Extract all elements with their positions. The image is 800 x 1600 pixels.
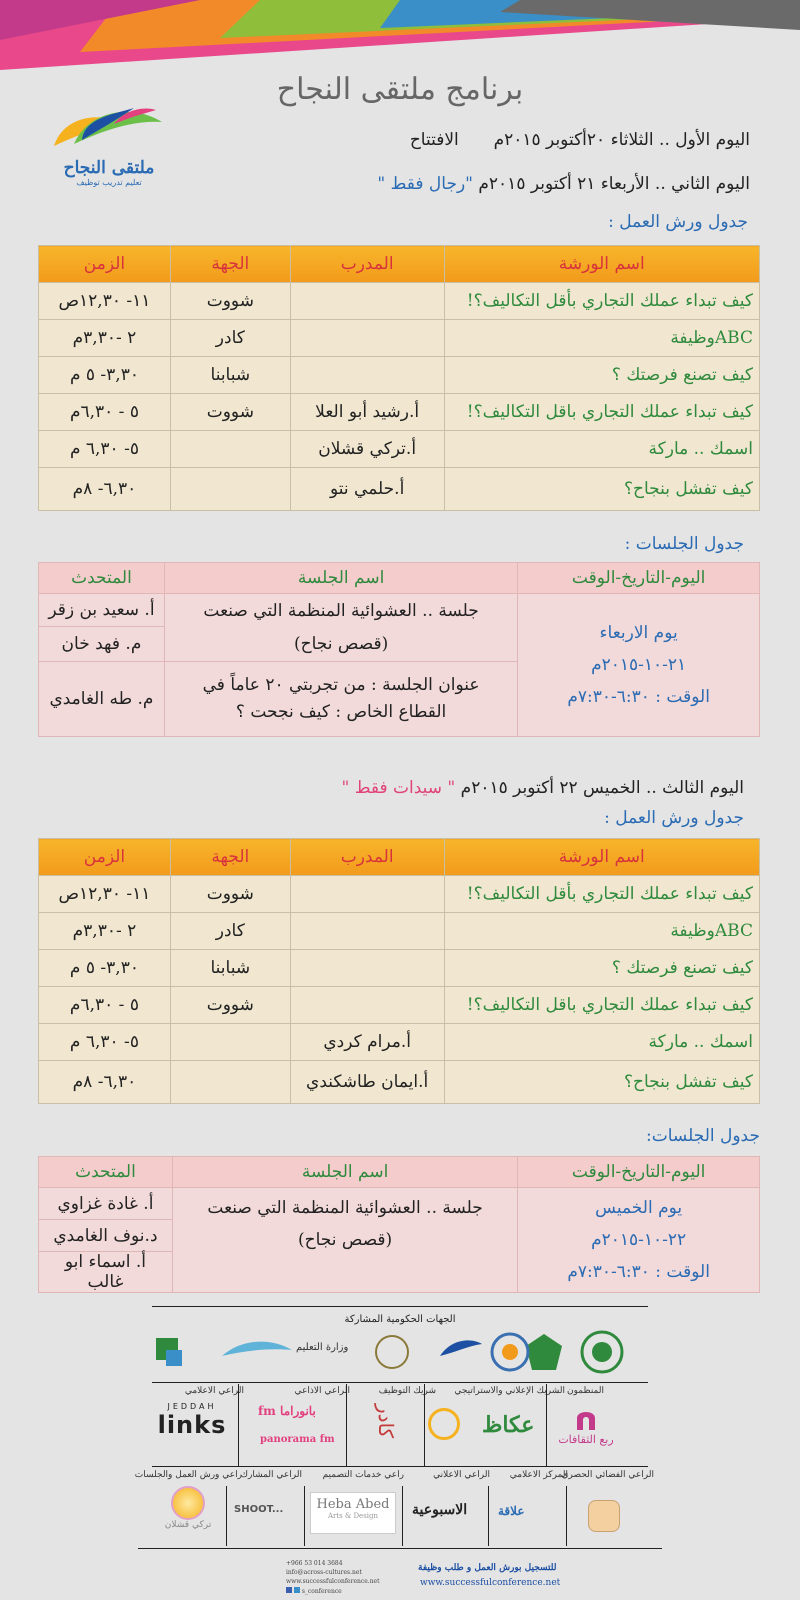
workshops-label-day2: جدول ورش العمل :: [608, 212, 748, 232]
session-speaker: م. طه الغامدي: [39, 662, 165, 737]
contact-social: [286, 1587, 342, 1595]
workshops-label-day3: جدول ورش العمل :: [604, 808, 744, 828]
table-row: [39, 357, 760, 394]
header-speaker: المتحدث: [39, 563, 165, 594]
workshop-name: كيف تبداء عملك التجاري باقل التكاليف؟!: [444, 394, 759, 431]
co-sponsor-label: الراعي المشارك: [240, 1470, 302, 1480]
day1-text: اليوم الأول .. الثلاثاء ٢٠أكتوبر ٢٠١٥م: [493, 130, 750, 150]
workshop-time: ٢ -٣,٣٠م: [39, 913, 171, 950]
session-day: يوم الاربعاء: [599, 622, 678, 643]
header-workshop-name: اسم الورشة: [444, 839, 759, 876]
workshop-time: ٥ - ٦,٣٠م: [39, 394, 171, 431]
ministry-logo-icon: [222, 1342, 292, 1356]
table-row: [39, 431, 760, 468]
workshop-trainer: [290, 876, 444, 913]
arabic-culture-name: ربع الثقافات: [558, 1433, 614, 1446]
workshop-org: شووت: [170, 876, 290, 913]
table-row: [39, 876, 760, 913]
chamber-logo-icon: [440, 1340, 482, 1356]
day2-text: اليوم الثاني .. الأربعاء ٢١ أكتوبر ٢٠١٥م: [478, 174, 750, 194]
okaz-logo: عكاظ: [482, 1412, 535, 1438]
twitter-icon: [294, 1587, 300, 1593]
divider: [238, 1384, 239, 1466]
ministry-name: وزارة التعليم: [296, 1342, 349, 1353]
radio-logo: بانوراما fm: [258, 1404, 316, 1418]
tv-sponsor-label: الراعي الفضائي الحصري: [561, 1470, 654, 1480]
gov-entities-title: الجهات الحكومية المشاركة: [344, 1314, 456, 1325]
employment-partner-label: شريك التوظيف: [378, 1386, 436, 1396]
workshop-org: شبابنا: [170, 357, 290, 394]
table-row: [39, 1024, 760, 1061]
heba-sub: Arts & Design: [327, 1512, 379, 1520]
header-org: الجهة: [170, 246, 290, 283]
workshop-name: كيف تصنع فرصتك ؟: [444, 357, 759, 394]
kader-logo: كادر: [374, 1404, 398, 1439]
table-row: [39, 987, 760, 1024]
workshop-trainer: [290, 283, 444, 320]
workshop-name: كيف تبداء عملك التجاري بأقل التكاليف؟!: [444, 283, 759, 320]
session-speaker: أ. غادة غزاوي: [39, 1188, 173, 1220]
workshop-name: كيف تبداء عملك التجاري بأقل التكاليف؟!: [444, 876, 759, 913]
day3-line: [342, 778, 745, 798]
logo-tagline: تعليم تدريب توظيف: [76, 178, 142, 187]
session-speaker: د.نوف الغامدي: [39, 1220, 173, 1252]
day2-note: "رجال فقط ": [377, 174, 473, 194]
sponsors-panel: [134, 1306, 662, 1552]
session-name-cell: [172, 1188, 517, 1293]
workshop-sponsor-label: راعي ورش العمل والجلسات: [134, 1470, 242, 1480]
workshop-org: [170, 1061, 290, 1104]
design-sponsor-label: راعي خدمات التصميم: [322, 1470, 404, 1480]
divider: [152, 1466, 648, 1467]
workshop-name: كيف تبداء عملك التجاري باقل التكاليف؟!: [444, 987, 759, 1024]
tv-logo-icon: [588, 1500, 620, 1532]
header-time: الزمن: [39, 246, 171, 283]
sessions-header-row: [39, 563, 760, 594]
workshop-org: [170, 431, 290, 468]
day2-line: [377, 174, 750, 194]
lightbulb-icon: [171, 1486, 205, 1520]
sessions-header-row: [39, 1157, 760, 1188]
day3-text: اليوم الثالث .. الخميس ٢٢ أكتوبر ٢٠١٥م: [460, 778, 744, 798]
workshop-trainer: [290, 950, 444, 987]
website-link[interactable]: www.successfulconference.net: [420, 1578, 561, 1588]
heba-logo: [310, 1492, 396, 1534]
emblem-icon: [582, 1332, 622, 1372]
session-name-line: جلسة .. العشوائية المنظمة التي صنعت: [207, 1198, 483, 1218]
workshop-name: اسمك .. ماركة: [444, 1024, 759, 1061]
workshop-trainer: أ.حلمي نتو: [290, 468, 444, 511]
session-time: الوقت : ٦:٣٠-٧:٣٠م: [567, 687, 710, 708]
header-trainer: المدرب: [290, 246, 444, 283]
table-row: [39, 913, 760, 950]
table-row: [39, 283, 760, 320]
panorama-logo: panorama fm: [260, 1434, 335, 1445]
university-logo-icon: [526, 1334, 562, 1370]
workshop-time: ٦,٣٠- ٨م: [39, 468, 171, 511]
media-sponsor-label: الراعي الاعلامي: [184, 1386, 244, 1396]
workshop-trainer: [290, 357, 444, 394]
session-time: الوقت : ٦:٣٠-٧:٣٠م: [567, 1262, 710, 1283]
usbouia-logo: الاسبوعية: [412, 1502, 468, 1518]
session-date: ٢١-١٠-٢٠١٥م: [591, 654, 687, 675]
divider: [304, 1486, 305, 1546]
workshop-time: ٥- ٦,٣٠ م: [39, 431, 171, 468]
divider: [152, 1306, 648, 1307]
top-banner: [0, 0, 800, 75]
header-workshop-name: اسم الورشة: [444, 246, 759, 283]
turki-name: تركي قشلان: [164, 1520, 212, 1530]
arabic-culture-logo: [556, 1408, 616, 1446]
session-name-cell: [164, 594, 517, 662]
header-time: الزمن: [39, 839, 171, 876]
session-name-line: القطاع الخاص : كيف نجحت ؟: [235, 702, 447, 722]
divider: [402, 1486, 403, 1546]
header-session-name: اسم الجلسة: [172, 1157, 517, 1188]
workshop-time: ١١- ١٢,٣٠ص: [39, 876, 171, 913]
workshop-name: كيف تصنع فرصتك ؟: [444, 950, 759, 987]
logo-name: ملتقى النجاح: [63, 158, 155, 178]
workshops-table-day3: [38, 838, 760, 1104]
workshops-header-row: [39, 839, 760, 876]
workshops-table-day2: [38, 245, 760, 511]
workshop-time: ٦,٣٠- ٨م: [39, 1061, 171, 1104]
session-speaker: أ. سعيد بن زقر: [39, 594, 165, 627]
logo-ribbons-icon: [44, 104, 174, 160]
contact-phone: +966 53 014 3684: [286, 1560, 343, 1567]
sessions-table-day3: [38, 1156, 760, 1293]
header-speaker: المتحدث: [39, 1157, 173, 1188]
workshop-org: شووت: [170, 987, 290, 1024]
ain-icon: [428, 1408, 460, 1440]
sessions-label-day3: جدول الجلسات:: [646, 1126, 760, 1146]
workshops-header-row: [39, 246, 760, 283]
session-speaker: م. فهد خان: [39, 627, 165, 662]
table-row: [39, 950, 760, 987]
table-row: [39, 1188, 760, 1220]
divider: [424, 1384, 425, 1466]
media-partner-label: الشريك الإعلاني والاستراتيجي: [454, 1386, 565, 1396]
contact-email: info@across-cultures.net: [286, 1569, 362, 1576]
table-row: [39, 320, 760, 357]
workshop-trainer: [290, 987, 444, 1024]
workshop-trainer: أ.ايمان طاشكندي: [290, 1061, 444, 1104]
workshop-org: [170, 1024, 290, 1061]
social-handle: s_conference: [301, 1588, 342, 1595]
session-day-cell: [518, 1188, 760, 1293]
workshop-org: شبابنا: [170, 950, 290, 987]
workshop-time: ٥- ٦,٣٠ م: [39, 1024, 171, 1061]
arch-icon: [575, 1408, 597, 1430]
day3-note: " سيدات فقط ": [341, 778, 456, 798]
workshop-name: كيف تفشل بنجاح؟: [444, 1061, 759, 1104]
workshop-name: اسمك .. ماركة: [444, 431, 759, 468]
table-row: [39, 1061, 760, 1104]
header-trainer: المدرب: [290, 839, 444, 876]
crest-icon: [376, 1336, 408, 1368]
workshop-org: كادر: [170, 320, 290, 357]
session-day-cell: [518, 594, 760, 737]
divider: [346, 1384, 347, 1466]
gear-icon: [156, 1338, 182, 1366]
session-name-line: جلسة .. العشوائية المنظمة التي صنعت: [203, 601, 479, 622]
workshop-org: [170, 468, 290, 511]
header-day-date-time: اليوم-التاريخ-الوقت: [518, 1157, 760, 1188]
contact-web: www.successfulconference.net: [286, 1578, 380, 1585]
session-speaker: أ. اسماء ابو غالب: [39, 1252, 173, 1293]
divider: [226, 1486, 227, 1546]
media-center-label: المركز الاعلامي: [509, 1470, 568, 1480]
session-name-line: عنوان الجلسة : من تجربتي ٢٠ عاماً في: [202, 674, 480, 695]
alagah-logo: علاقة: [498, 1504, 525, 1518]
workshop-org: شووت: [170, 283, 290, 320]
workshop-time: ٢ -٣,٣٠م: [39, 320, 171, 357]
turki-logo: [162, 1486, 214, 1530]
page-title: برنامج ملتقى النجاح: [276, 72, 524, 107]
table-row: [39, 468, 760, 511]
workshop-org: كادر: [170, 913, 290, 950]
table-row: [39, 594, 760, 627]
header-session-name: اسم الجلسة: [164, 563, 517, 594]
divider: [138, 1548, 662, 1549]
workshop-trainer: [290, 320, 444, 357]
session-name-line: (قصص نجاح): [297, 1230, 393, 1251]
links-name: links: [157, 1411, 227, 1439]
session-name-line: (قصص نجاح): [293, 633, 389, 654]
gov-logos: [152, 1328, 648, 1376]
conference-logo: [44, 104, 174, 187]
header-org: الجهة: [170, 839, 290, 876]
register-text: للتسجيل بورش العمل و طلب وظيفة: [418, 1563, 557, 1573]
facebook-icon: [286, 1587, 292, 1593]
links-top: JEDDAH: [167, 1402, 217, 1411]
session-day: يوم الخميس: [595, 1197, 683, 1218]
divider: [566, 1486, 567, 1546]
ad-sponsor-label: الراعي الاعلاني: [433, 1470, 490, 1480]
workshop-name: ABCوظيفة: [444, 320, 759, 357]
day1-line: [410, 130, 750, 150]
header-day-date-time: اليوم-التاريخ-الوقت: [518, 563, 760, 594]
divider: [546, 1384, 547, 1466]
radio-sponsor-label: الراعي الاذاعي: [294, 1386, 350, 1396]
session-date: ٢٢-١٠-٢٠١٥م: [591, 1229, 687, 1250]
divider: [152, 1382, 648, 1383]
seal-icon: [492, 1334, 528, 1370]
workshop-time: ١١- ١٢,٣٠ص: [39, 283, 171, 320]
divider: [488, 1486, 489, 1546]
workshop-time: ٣,٣٠- ٥ م: [39, 950, 171, 987]
workshop-org: شووت: [170, 394, 290, 431]
sessions-table-day2: [38, 562, 760, 737]
workshop-name: ABCوظيفة: [444, 913, 759, 950]
workshop-name: كيف تفشل بنجاح؟: [444, 468, 759, 511]
workshop-trainer: أ.تركي قشلان: [290, 431, 444, 468]
workshop-trainer: [290, 913, 444, 950]
session-name-cell: [164, 662, 517, 737]
links-logo: [156, 1402, 228, 1439]
heba-name: Heba Abed: [316, 1497, 390, 1512]
day1-event: الافتتاح: [409, 130, 459, 150]
workshop-time: ٣,٣٠- ٥ م: [39, 357, 171, 394]
workshop-trainer: أ.رشيد أبو العلا: [290, 394, 444, 431]
workshop-trainer: أ.مرام كردي: [290, 1024, 444, 1061]
shoot-logo: SHOOT...: [234, 1504, 284, 1515]
sessions-label-day2: جدول الجلسات :: [624, 534, 744, 554]
table-row: [39, 394, 760, 431]
organizers-label: المنظمون: [566, 1386, 604, 1396]
workshop-time: ٥ - ٦,٣٠م: [39, 987, 171, 1024]
